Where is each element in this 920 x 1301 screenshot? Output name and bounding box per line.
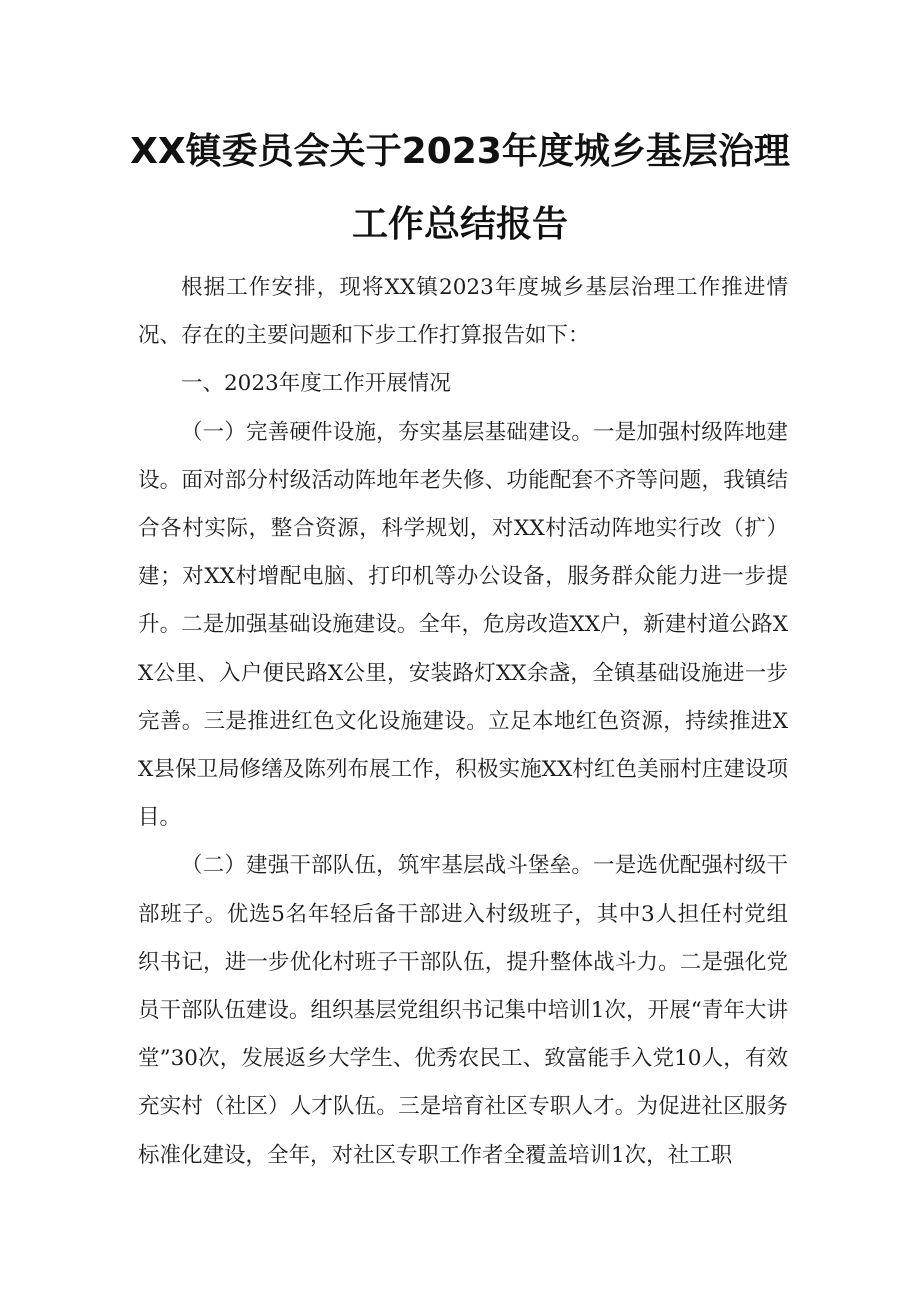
body-paragraph-2: （二）建强干部队伍，筑牢基层战斗堡垒。一是选优配强村级干部班子。优选5名年轻后备干部进入村级班子，其中3人担任村党组织书记，进一步优化村班子干部队伍，提升整体战斗力。二是强化党员干部队伍建设。组织基层党组织书记集中培训1次，开展“青年大讲堂”30次，发展返乡大学生、优秀农民工、致富能手入党10人，有效充实村（社区）人才队伍。三是培育社区专职人才。为促进社区服务标准化建设，全年，对社区专职工作者全覆盖培训1次，社工职 <box>138 853 788 1168</box>
section-heading: 一、2023年度工作开展情况 <box>181 371 451 397</box>
intro-paragraph: 根据工作安排，现将XX镇2023年度城乡基层治理工作推进情况、存在的主要问题和下步工作打算报告如下： <box>138 275 788 349</box>
document-title-line-1: XX镇委员会关于2023年度城乡基层治理 <box>130 131 790 172</box>
body-paragraph-1: （一）完善硬件设施，夯实基层基础建设。一是加强村级阵地建设。面对部分村级活动阵地年老失修、功能配套不齐等问题，我镇结合各村实际，整合资源，科学规划，对XX村活动阵地实行改（扩）建；对XX村增配电脑、打印机等办公设备，服务群众能力进一步提升。二是加强基础设施建设。全年，危房改造XX户，新建村道公路XX公里、入户便民路X公里，安装路灯XX余盏，全镇基础设施进一步完善。三是推进红色文化设施建设。立足本地红色资源，持续推进XX县保卫局修缮及陈列布展工作，积极实施XX村红色美丽村庄建设项目。 <box>138 419 788 831</box>
document-title-line-2: 工作总结报告 <box>351 204 568 245</box>
document-body <box>138 264 788 1180</box>
